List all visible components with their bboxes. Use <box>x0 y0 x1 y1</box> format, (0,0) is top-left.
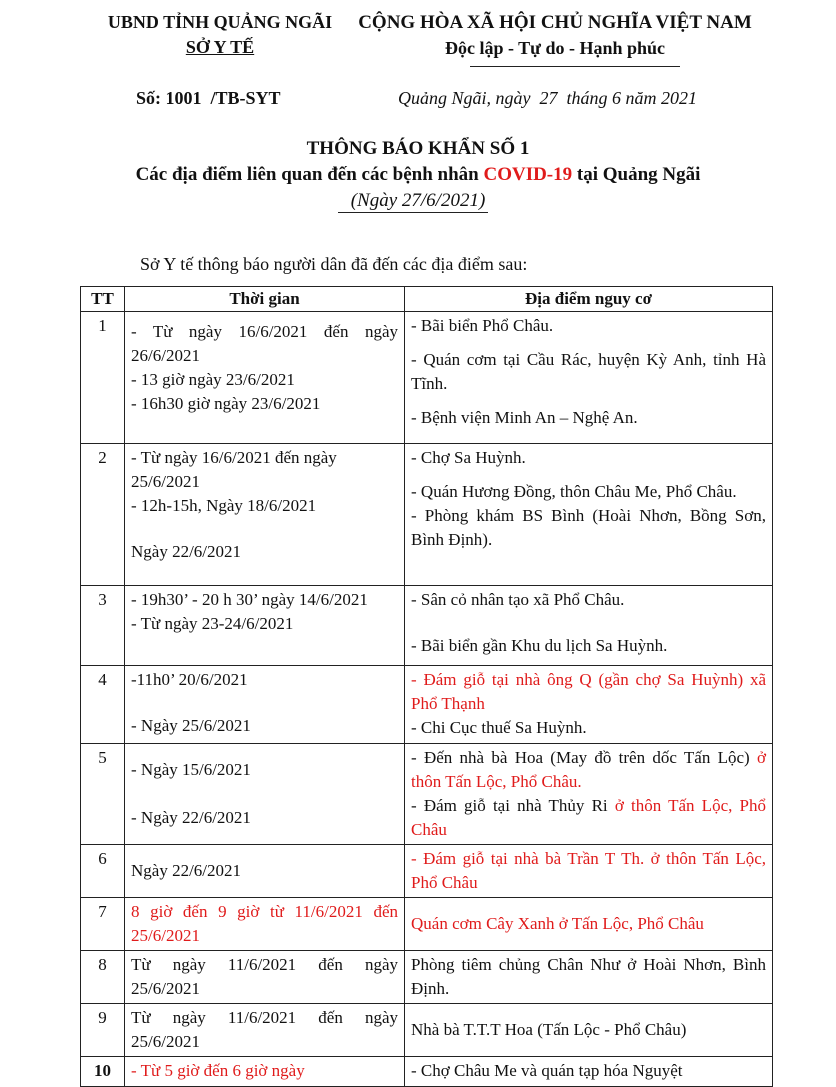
date-underline <box>338 212 488 213</box>
row-number: 6 <box>81 845 125 898</box>
table-row <box>81 312 773 444</box>
place-cell: - Chợ Châu Me và quán tạp hóa Nguyệt <box>405 1057 773 1087</box>
row-number: 4 <box>81 666 125 744</box>
time-cell: - Từ ngày 16/6/2021 đến ngày 26/6/2021 - 13 giờ ngày 23/6/2021 - 16h30 giờ ngày 23/6/2021 <box>125 312 405 444</box>
row-number: 7 <box>81 898 125 951</box>
national-motto: Độc lập - Tự do - Hạnh phúc <box>444 38 666 58</box>
table-row <box>81 951 773 1004</box>
row-number: 1 <box>81 312 125 444</box>
time-cell: 8 giờ đến 9 giờ từ 11/6/2021 đến 25/6/2021 <box>125 898 405 951</box>
row-number: 3 <box>81 586 125 666</box>
table-row <box>81 744 773 845</box>
time-cell: -11h0’ 20/6/2021 - Ngày 25/6/2021 <box>125 666 405 744</box>
time-cell: - Ngày 15/6/2021 - Ngày 22/6/2021 <box>125 744 405 845</box>
locations-table <box>80 286 773 1087</box>
notice-title: THÔNG BÁO KHẨN SỐ 1 <box>306 138 530 159</box>
time-cell: - Từ 5 giờ đến 6 giờ ngày <box>125 1057 405 1087</box>
table-row <box>81 586 773 666</box>
table-row <box>81 1004 773 1057</box>
place-cell: - Chợ Sa Huỳnh. - Quán Hương Đồng, thôn Châu Me, Phổ Châu. - Phòng khám BS Bình (Hoài Nhơn, Bồng Sơn, Bình Định). <box>405 444 773 586</box>
place-cell: - Đám giỗ tại nhà bà Trần T Th. ở thôn Tấn Lộc, Phổ Châu <box>405 845 773 898</box>
place-cell: Phòng tiêm chủng Chân Như ở Hoài Nhơn, Bình Định. <box>405 951 773 1004</box>
notice-date: (Ngày 27/6/2021) <box>350 190 486 211</box>
time-cell: - 19h30’ - 20 h 30’ ngày 14/6/2021 - Từ ngày 23-24/6/2021 <box>125 586 405 666</box>
row-number: 10 <box>81 1057 125 1087</box>
time-cell: Ngày 22/6/2021 <box>125 845 405 898</box>
table-row <box>81 845 773 898</box>
document-number: Số: 1001 /TB-SYT <box>136 88 281 108</box>
row-number: 8 <box>81 951 125 1004</box>
national-title: CỘNG HÒA XÃ HỘI CHỦ NGHĨA VIỆT NAM <box>358 12 752 33</box>
table-row <box>81 1057 773 1087</box>
col-header-tt: TT <box>81 287 125 312</box>
org-name: UBND TỈNH QUẢNG NGÃI <box>107 12 333 32</box>
department-name: SỞ Y TẾ <box>185 37 255 57</box>
intro-text: Sở Y tế thông báo người dân đã đến các địa điểm sau: <box>140 254 528 274</box>
place-cell: Quán cơm Cây Xanh ở Tấn Lộc, Phổ Châu <box>405 898 773 951</box>
table-header-row <box>81 287 773 312</box>
place-cell: - Đến nhà bà Hoa (May đồ trên dốc Tấn Lộc) ở thôn Tấn Lộc, Phổ Châu. - Đám giỗ tại nhà Thủy Ri ở thôn Tấn Lộc, Phổ Châu <box>405 744 773 845</box>
place-cell: - Bãi biển Phổ Châu. - Quán cơm tại Cầu Rác, huyện Kỳ Anh, tỉnh Hà Tĩnh. - Bệnh viện Minh An – Nghệ An. <box>405 312 773 444</box>
row-number: 5 <box>81 744 125 845</box>
col-header-place: Địa điểm nguy cơ <box>405 287 773 312</box>
row-number: 2 <box>81 444 125 586</box>
place-cell: - Đám giỗ tại nhà ông Q (gần chợ Sa Huỳnh) xã Phổ Thạnh - Chi Cục thuế Sa Huỳnh. <box>405 666 773 744</box>
time-cell: Từ ngày 11/6/2021 đến ngày 25/6/2021 <box>125 1004 405 1057</box>
table-row <box>81 666 773 744</box>
row-number: 9 <box>81 1004 125 1057</box>
notice-subtitle: Các địa điểm liên quan đến các bệnh nhân COVID-19 tại Quảng Ngãi <box>135 164 701 185</box>
col-header-time: Thời gian <box>125 287 405 312</box>
place-cell: - Sân cỏ nhân tạo xã Phổ Châu. - Bãi biển gần Khu du lịch Sa Huỳnh. <box>405 586 773 666</box>
time-cell: Từ ngày 11/6/2021 đến ngày 25/6/2021 <box>125 951 405 1004</box>
table-row <box>81 444 773 586</box>
place-date: Quảng Ngãi, ngày 27 tháng 6 năm 2021 <box>398 88 697 108</box>
time-cell: - Từ ngày 16/6/2021 đến ngày 25/6/2021 - 12h-15h, Ngày 18/6/2021 Ngày 22/6/2021 <box>125 444 405 586</box>
motto-underline <box>470 66 680 67</box>
table-row <box>81 898 773 951</box>
place-cell: Nhà bà T.T.T Hoa (Tấn Lộc - Phổ Châu) <box>405 1004 773 1057</box>
